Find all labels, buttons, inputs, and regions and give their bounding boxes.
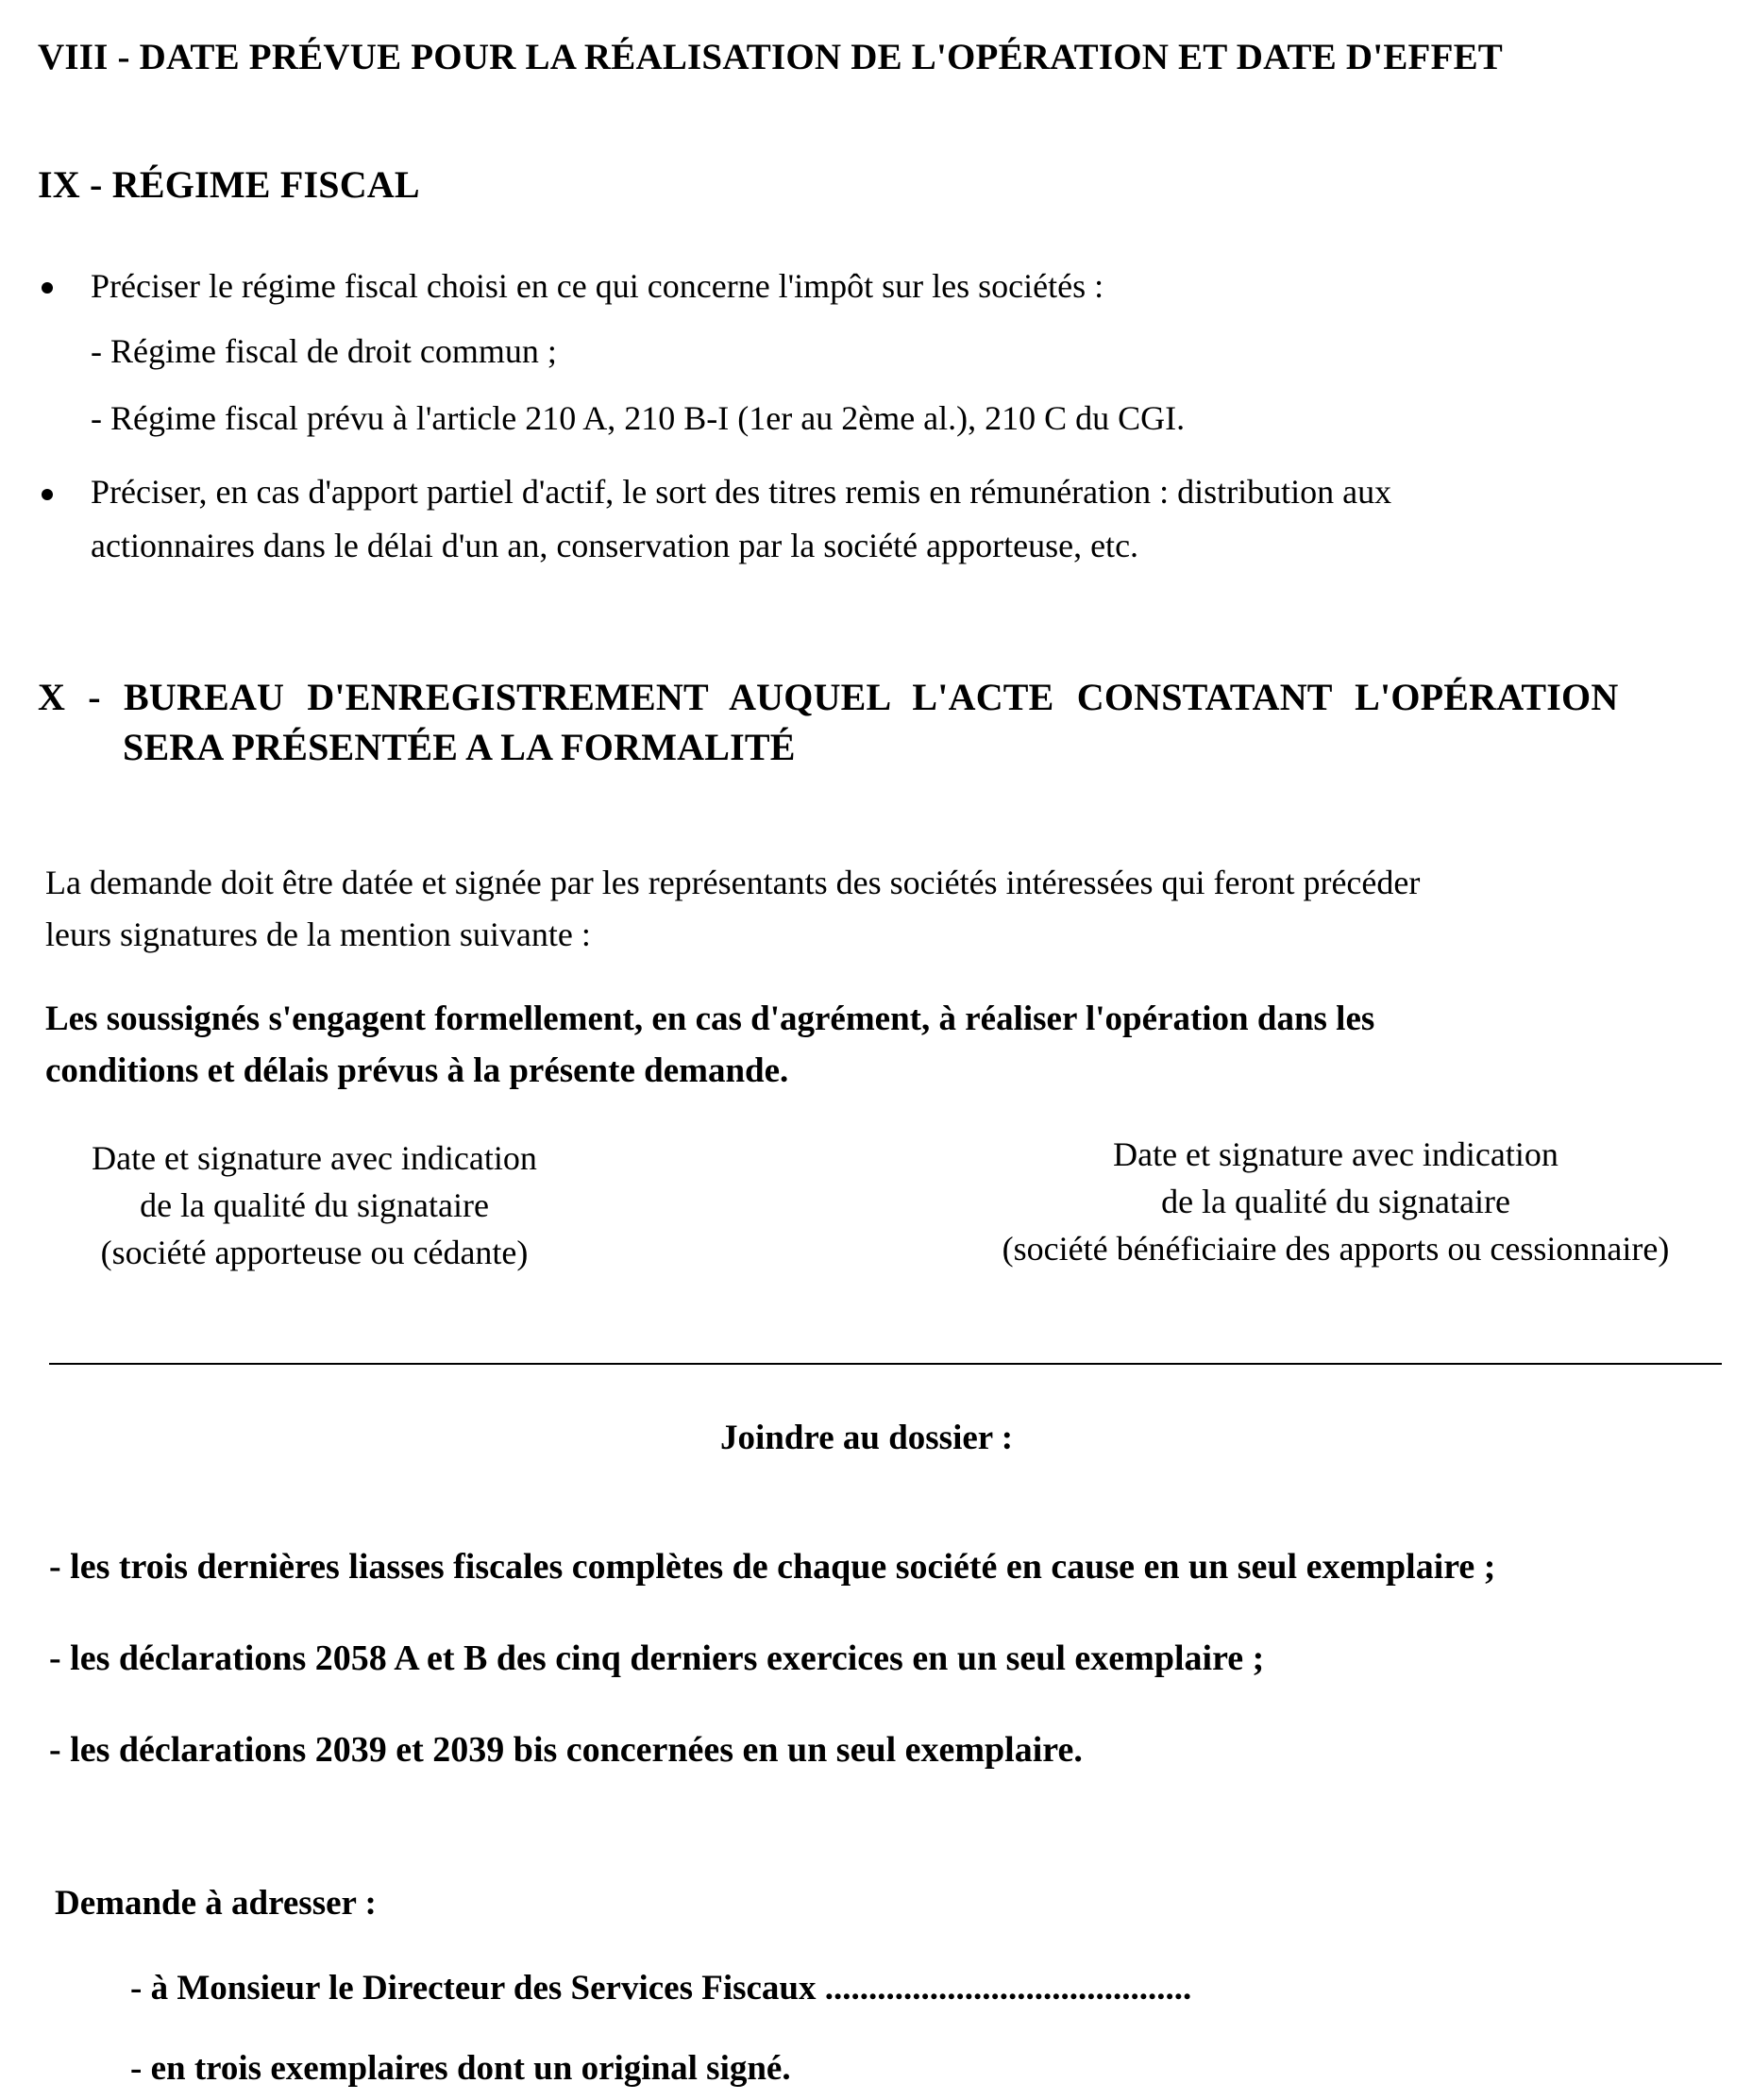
demande-line2: leurs signatures de la mention suivante : [45,916,591,953]
ix-sub-item-2: - Régime fiscal prévu à l'article 210 A, 210 B-I (1er au 2ème al.), 210 C du CGI. [91,399,1186,437]
adresser-item-2: - en trois exemplaires dont un original signé. [130,2049,791,2088]
signature-right-line1: Date et signature avec indication [1113,1135,1558,1173]
bullet-icon [42,489,53,500]
ix-bullet2-line1: Préciser, en cas d'apport partiel d'actif, le sort des titres remis en rémunération : distribution aux [91,473,1392,511]
engagement-line1: Les soussignés s'engagent formellement, en cas d'agrément, à réaliser l'opération dans les [45,1000,1375,1038]
signature-left-line2: de la qualité du signataire [140,1186,489,1224]
signature-right-line2: de la qualité du signataire [1161,1183,1510,1220]
adresser-title: Demande à adresser : [55,1884,377,1923]
joindre-item: - les trois dernières liasses fiscales complètes de chaque société en cause en un seul exemplaire ; [49,1547,1496,1587]
joindre-item: - les déclarations 2058 A et B des cinq derniers exercices en un seul exemplaire ; [49,1638,1265,1678]
signature-block-right [930,1131,1742,1272]
divider [49,1363,1722,1365]
adresser-item-1: - à Monsieur le Directeur des Services Fiscaux .......................................... [130,1969,1192,2008]
section-x-title-line1: X - BUREAU D'ENREGISTREMENT AUQUEL L'ACTE CONSTATANT L'OPÉRATION [38,676,1619,718]
ix-bullet2-line2: actionnaires dans le délai d'un an, conservation par la société apporteuse, etc. [91,527,1139,564]
signature-block-left [45,1134,583,1276]
section-x-title-line2: SERA PRÉSENTÉE A LA FORMALITÉ [123,726,796,768]
signature-right-line3: (société bénéficiaire des apports ou cessionnaire) [1002,1230,1670,1268]
ix-bullet1-text: Préciser le régime fiscal choisi en ce qui concerne l'impôt sur les sociétés : [91,267,1104,305]
demande-line1: La demande doit être datée et signée par les représentants des sociétés intéressées qui feront précéder [45,864,1421,901]
engagement-line2: conditions et délais prévus à la présente demande. [45,1051,789,1090]
bullet-icon [42,282,53,294]
signature-left-line3: (société apporteuse ou cédante) [100,1234,529,1271]
signature-left-line1: Date et signature avec indication [92,1139,537,1177]
joindre-title: Joindre au dossier : [720,1419,1014,1457]
section-viii-title: VIII - DATE PRÉVUE POUR LA RÉALISATION DE L'OPÉRATION ET DATE D'EFFET [38,37,1504,77]
section-ix-title: IX - RÉGIME FISCAL [38,163,420,206]
joindre-item: - les déclarations 2039 et 2039 bis concernées en un seul exemplaire. [49,1730,1083,1770]
ix-sub-item-1: - Régime fiscal de droit commun ; [91,332,557,370]
